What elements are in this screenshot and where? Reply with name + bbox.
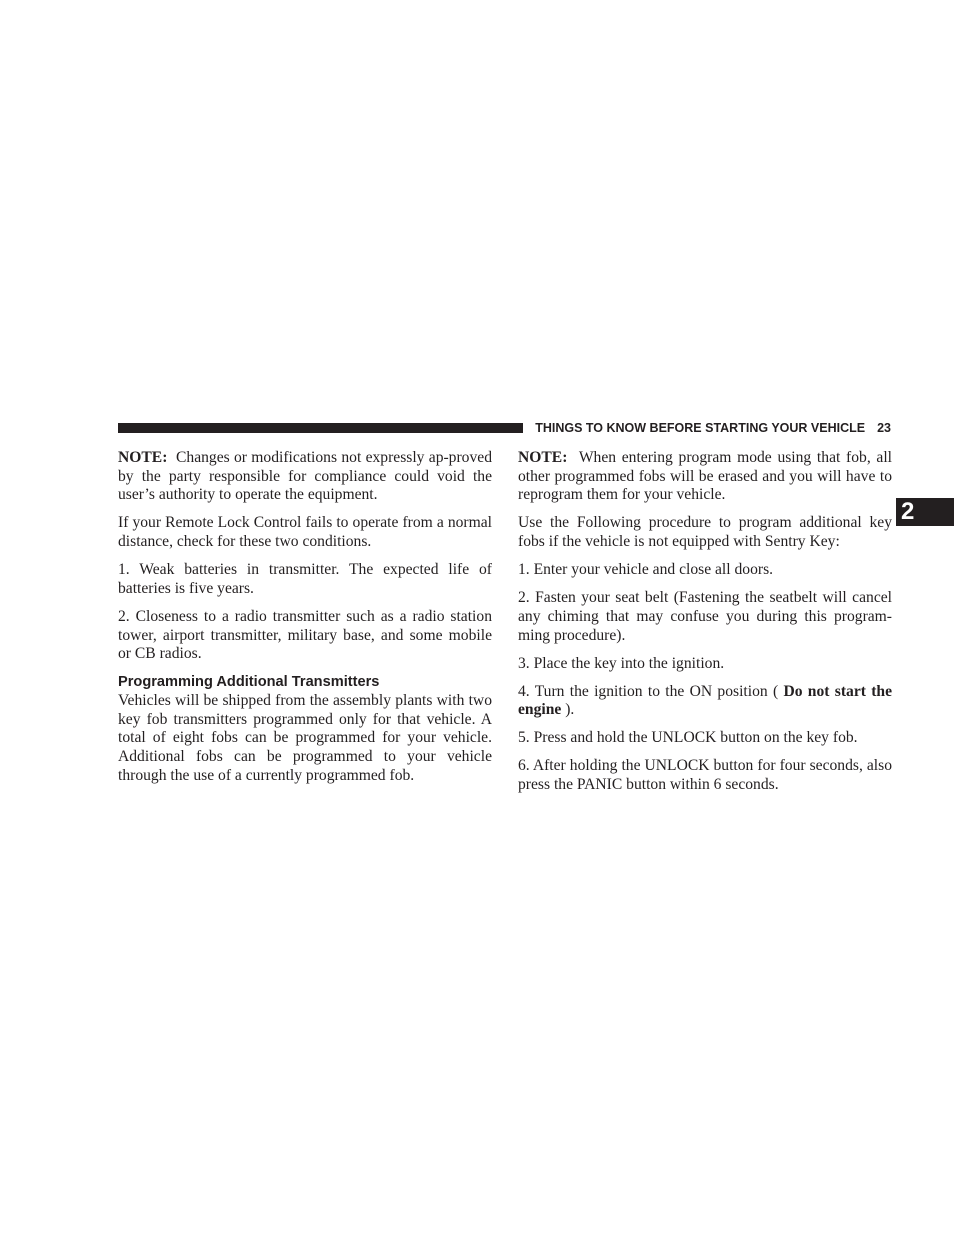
note-text: When entering program mode using that fob, all other programmed fobs will be erased and you will have to reprogram them for your vehicle.	[518, 449, 893, 504]
page-number: 23	[877, 421, 891, 435]
condition-item-1: 1. Weak batteries in transmitter. The expected life of batteries is five years.	[118, 561, 492, 597]
step-3: 3. Place the key into the ignition.	[518, 654, 725, 672]
step-4	[518, 683, 892, 720]
condition-item-2: 2. Closeness to a radio transmitter such as a radio station tower, airport transmitter, military base, and some mobile or CB radios.	[118, 607, 492, 663]
step-4-end: ).	[565, 701, 575, 719]
note-paragraph	[118, 449, 492, 505]
step-4-warning: Do not start the engine	[518, 682, 892, 719]
remote-paragraph: If your Remote Lock Control fails to operate from a normal distance, check for these two conditions.	[118, 514, 492, 551]
step-5: 5. Press and hold the UNLOCK button on the key fob.	[518, 729, 858, 747]
procedure-paragraph: Use the Following procedure to program additional key fobs if the vehicle is not equipped with Sentry Key:	[518, 514, 892, 551]
step-6: 6. After holding the UNLOCK button for four seconds, also press the PANIC button within 6 seconds.	[518, 757, 892, 793]
chapter-tab: 2	[896, 498, 954, 526]
note-text: Changes or modifications not expressly ap-proved by the party responsible for compliance could void the user’s authority to operate the equipment.	[118, 449, 492, 504]
section-heading: Programming Additional Transmitters	[118, 674, 380, 691]
section-title: THINGS TO KNOW BEFORE STARTING YOUR VEHICLE	[535, 421, 866, 435]
step-1: 1. Enter your vehicle and close all doors.	[518, 561, 774, 579]
right-column	[518, 449, 892, 804]
running-header	[533, 420, 891, 436]
left-column	[118, 449, 492, 795]
note-paragraph	[518, 449, 892, 505]
header-rule	[118, 423, 523, 433]
note-label: NOTE:	[118, 449, 168, 466]
note-label: NOTE:	[518, 449, 568, 466]
step-4-text: 4. Turn the ignition to the ON position (	[518, 682, 779, 700]
vehicles-paragraph: Vehicles will be shipped from the assembly plants with two key fob transmitters programmed only for that vehicle. A total of eight fobs can be programmed for your vehicle. Additional fobs can be programmed to your vehicle through the use of a currently programmed fob.	[118, 691, 492, 784]
step-2: 2. Fasten your seat belt (Fastening the seatbelt will cancel any chiming that may confuse you during this program-ming procedure).	[518, 589, 892, 644]
